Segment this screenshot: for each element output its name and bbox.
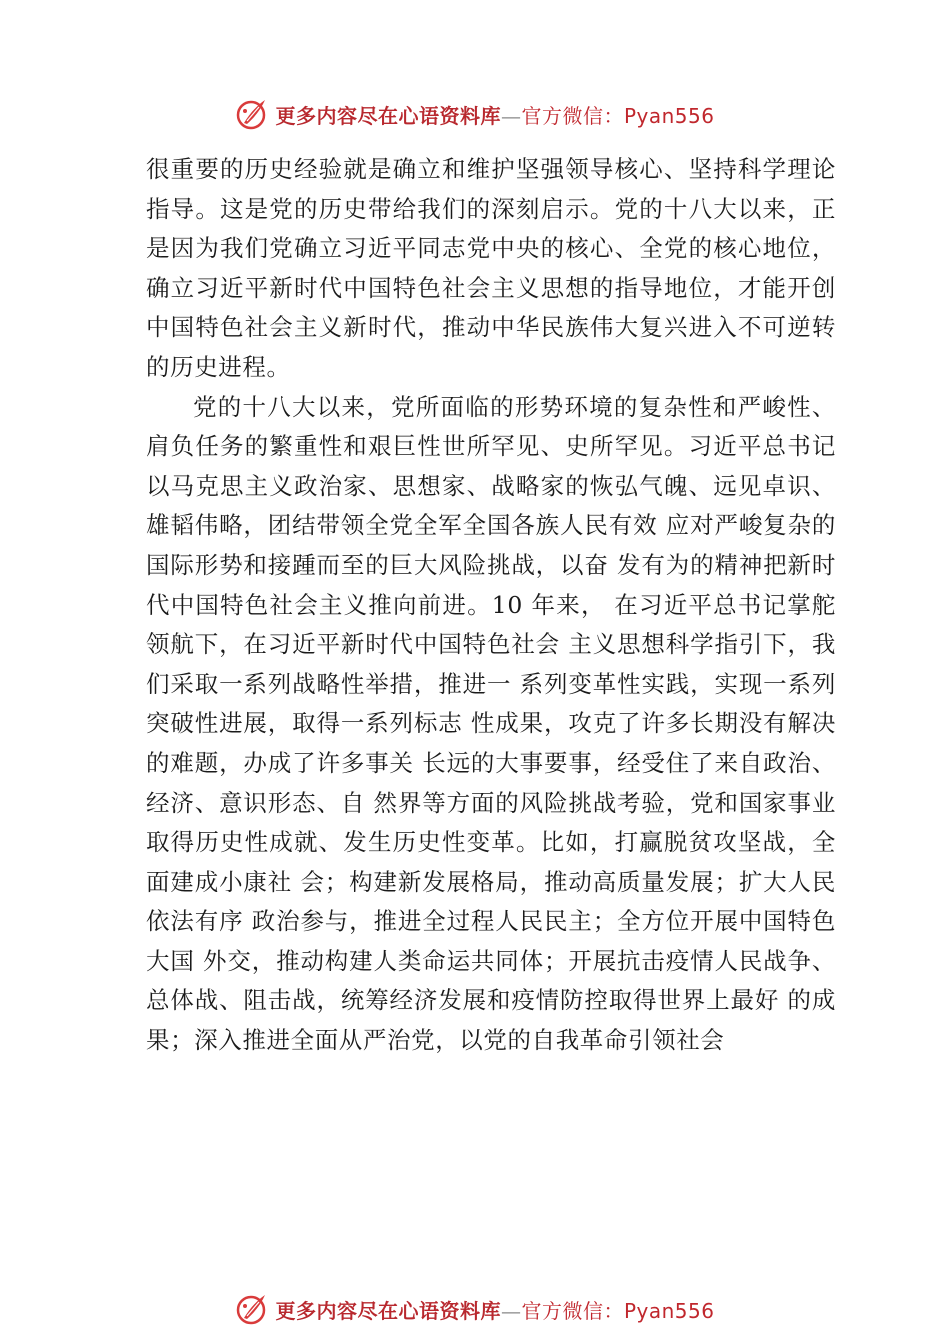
- footer-brand: 更多内容尽在心语资料库: [275, 1298, 501, 1323]
- footer-wechat: 官方微信：Pyan556: [521, 1298, 715, 1323]
- paragraph-2: 党的十八大以来，党所面临的形势环境的复杂性和严峻性、肩负任务的繁重性和艰巨性世所罕见、史所罕见。习近平总书记以马克思主义政治家、思想家、战略家的恢弘气魄、远见卓识、雄韬伟略，团结带领全党全军全国各族人民有效 应对严峻复杂的国际形势和接踵而至的巨大风险挑战，以奋 发有为的精神把新时代中国特色社会主义推向前进。10 年来， 在习近平总书记掌舵领航下，在习近平新时代中国特色社会 主义思想科学指引下，我们采取一系列战略性举措，推进一 系列变革性实践，实现一系列突破性进展，取得一系列标志 性成果，攻克了许多长期没有解决的难题，办成了许多事关 长远的大事要事，经受住了来自政治、经济、意识形态、自 然界等方面的风险挑战考验，党和国家事业取得历史性成就、发生历史性变革。比如，打赢脱贫攻坚战，全面建成小康社 会；构建新发展格局，推动高质量发展；扩大人民依法有序 政治参与，推进全过程人民民主；全方位开展中国特色大国 外交，推动构建人类命运共同体；开展抗击疫情人民战争、总体战、阻击战，统筹经济发展和疫情防控取得世界上最好 的成果；深入推进全面从严治党，以党的自我革命引领社会: [146, 392, 836, 1055]
- footer-banner: [0, 1289, 950, 1329]
- footer-text: [275, 1295, 714, 1324]
- quill-logo-icon: [235, 97, 269, 131]
- header-separator: —: [500, 103, 522, 128]
- header-banner: [0, 94, 950, 134]
- header-wechat: 官方微信：Pyan556: [521, 103, 715, 128]
- header-text: [275, 100, 714, 129]
- quill-logo-icon: [235, 1292, 269, 1326]
- paragraph-1: 很重要的历史经验就是确立和维护坚强领导核心、坚持科学理论指导。这是党的历史带给我们的深刻启示。党的十八大以来，正是因为我们党确立习近平同志党中央的核心、全党的核心地位，确立习近平新时代中国特色社会主义思想的指导地位，才能开创中国特色社会主义新时代，推动中华民族伟大复兴进入不可逆转的历史进程。: [146, 155, 836, 381]
- header-brand: 更多内容尽在心语资料库: [275, 103, 501, 128]
- document-body: [146, 150, 836, 1061]
- footer-separator: —: [500, 1298, 522, 1323]
